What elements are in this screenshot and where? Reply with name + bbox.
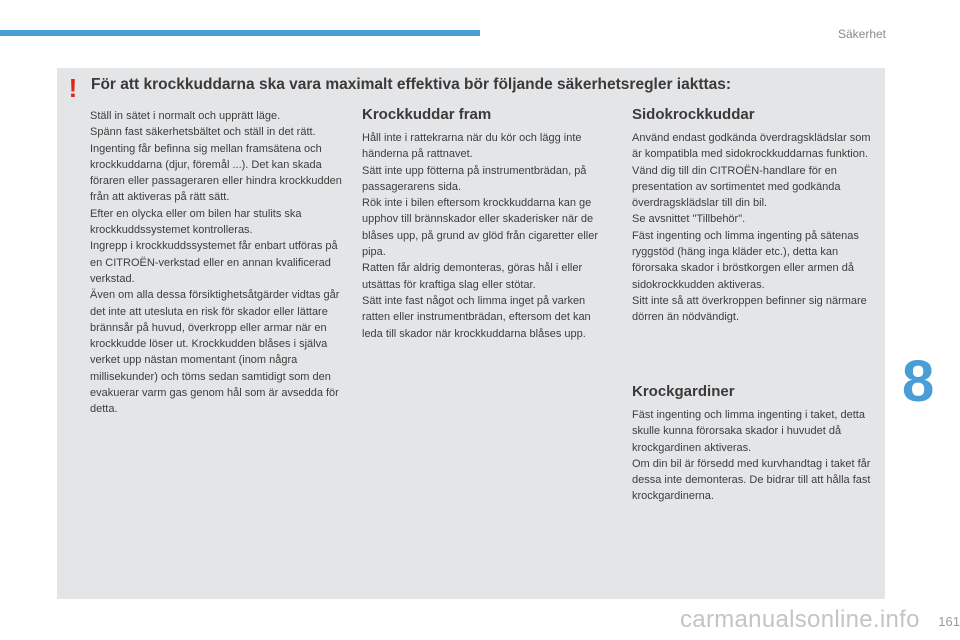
paragraph: Sätt inte upp fötterna på instrumentbrädan, på passagerarens sida. (362, 164, 587, 193)
paragraph: Efter en olycka eller om bilen har stulits ska krockkuddssystemet kontrolleras. (90, 207, 302, 237)
paragraph: Ingenting får befinna sig mellan framsätena och krockkuddarna (djur, föremål ...). Det kan skada föraren eller passageraren eller hindra krockkudden från att aktiveras på rätt sätt. (90, 142, 342, 204)
section-title: Sidokrockkuddar (632, 106, 755, 123)
paragraph: Fäst ingenting och limma ingenting i taket, detta skulle kunna förorsaka skador i huvudet då krockgardinen aktiveras. (632, 409, 865, 454)
section-title: Krockkuddar fram (362, 106, 492, 123)
paragraph: Sitt inte så att överkroppen befinner sig närmare dörren än nödvändigt. (632, 294, 867, 324)
paragraph: Spänn fast säkerhetsbältet och ställ in det rätt. (90, 126, 316, 139)
paragraph: Fäst ingenting och limma ingenting på sätenas ryggstöd (häng inga kläder etc.), detta kan förorsaka skador i bröstkorgen eller armen då sidokrockkudden aktiveras. (632, 229, 859, 291)
paragraph: Om din bil är försedd med kurvhandtag i taket får dessa inte demonteras. De bidrar till att hålla fast krockgardinerna. (632, 457, 871, 503)
paragraph: Ingrepp i krockkuddssystemet får enbart utföras på en CITROËN-verkstad eller en annan kvalificerad verkstad. (90, 240, 338, 285)
paragraph: Se avsnittet "Tillbehör". (632, 213, 746, 226)
paragraph: Ratten får aldrig demonteras, göras hål i eller utsättas för kraftiga slag eller stötar. (362, 262, 583, 291)
general-rules (90, 108, 342, 418)
warning-heading: För att krockkuddarna ska vara maximalt effektiva bör följande säkerhetsregler iakttas: (91, 76, 732, 93)
paragraph: Sätt inte fast något och limma inget på varken ratten eller instrumentbrädan, eftersom det kan leda till skador när krockkuddarna blåses upp. (362, 294, 591, 340)
watermark: carmanualsonline.info (680, 606, 920, 633)
section-name: Säkerhet (837, 27, 886, 41)
header-accent-bar (0, 30, 480, 36)
side-airbags-section (632, 106, 882, 326)
paragraph: Även om alla dessa försiktighetsåtgärder vidtas går det inte att utesluta en risk för skador eller lättare brännsår på huvud, överkropp eller armar när en krockkudde löser ut. Krockkudden blåses i själva verket upp nästan momentant (inom några millisekunder) och töms sedan samtidigt som den evakuerar varm gas genom hål som är avsedda för detta. (90, 289, 340, 416)
paragraph: Håll inte i rattekrarna när du kör och lägg inte händerna på rattnavet. (362, 132, 582, 161)
paragraph: Använd endast godkända överdragsklädslar som är kompatibla med sidokrockkuddarnas funktion. Vänd dig till din CITROËN-handlare för en presentation av sortimentet med godkända överdragsklädslar till din bil. (632, 132, 871, 210)
paragraph: Ställ in sätet i normalt och upprätt läge. (90, 110, 281, 122)
page-number: 161 (938, 614, 960, 629)
exclamation-icon: ! (68, 73, 78, 103)
curtain-airbags-section (632, 383, 882, 505)
front-airbags-section (362, 106, 614, 342)
chapter-number: 8 (902, 349, 935, 414)
section-title: Krockgardiner (632, 383, 735, 400)
paragraph: Rök inte i bilen eftersom krockkuddarna kan ge upphov till brännskador eller skaderisker när de blåses upp, på grund av glöd från cigaretter eller pipa. (362, 197, 599, 259)
